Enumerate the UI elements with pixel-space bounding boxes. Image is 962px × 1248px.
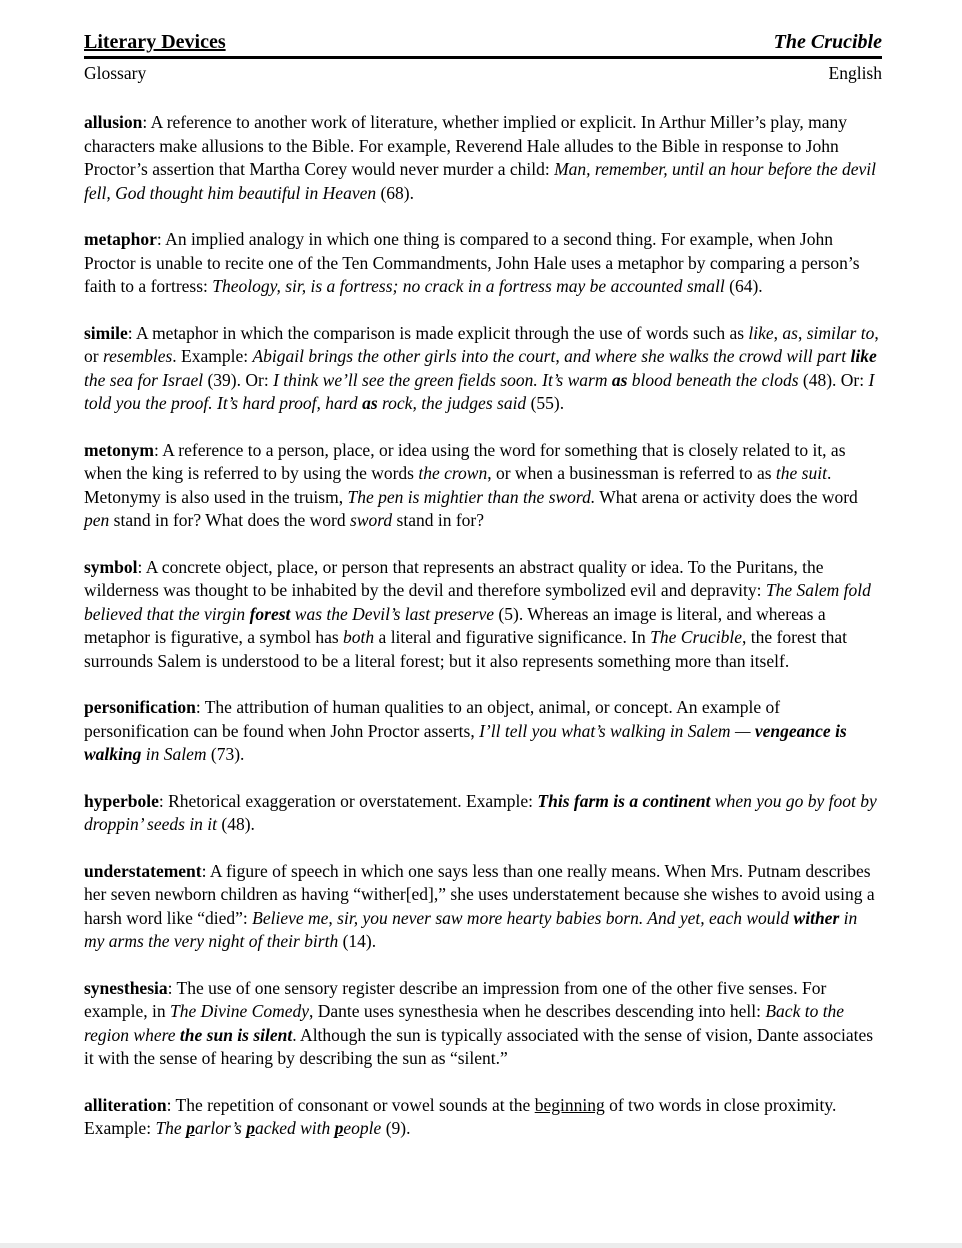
entry-text-segment: (64). — [724, 276, 763, 296]
entry-text-segment: pen — [84, 510, 110, 530]
entry-text-segment: the suit — [775, 463, 827, 483]
entry-text-segment: . Metonymy is also used in the truism, — [84, 463, 832, 507]
entry-text-segment: p — [334, 1118, 344, 1138]
glossary-entry-understatement — [84, 860, 882, 954]
entry-text-segment: (14). — [338, 931, 377, 951]
entry-text-segment: (5). Whereas an image is literal, and whereas a metaphor is figurative, a symbol has — [84, 603, 826, 647]
glossary-entry-alliteration — [84, 1094, 882, 1141]
entry-text-segment: as — [782, 322, 798, 343]
entry-text-segment: (48). Or: — [798, 369, 869, 390]
term-alliteration: alliteration — [84, 1094, 167, 1115]
glossary-entries — [84, 111, 882, 1141]
entry-text-segment: both — [343, 627, 375, 647]
entry-text-segment: , — [797, 322, 807, 343]
entry-text-segment: : A concrete object, place, or person that represents an abstract quality or idea. To the Puritans, the wilderness was thought to be inhabited by the devil and therefore symbolized evil and depravity: — [84, 556, 824, 600]
entry-text-segment: , or — [84, 322, 879, 366]
entry-text-segment: I think we’ll see the green fields soon. It’s warm — [273, 369, 612, 390]
entry-text-segment: vengeance is walking — [84, 720, 847, 764]
entry-text-segment: . Example: — [172, 346, 253, 366]
entry-text-segment: . Although the sun is typically associated with the sense of vision, Dante associates it with the sense of hearing by describing the sun as “silent.” — [84, 1024, 874, 1068]
term-synesthesia: synesthesia — [84, 977, 168, 998]
term-understatement: understatement — [84, 860, 202, 881]
entry-text-segment: forest — [249, 603, 291, 624]
entry-text-segment: , the forest that surrounds Salem is understood to be a literal forest; but it also represents something more than itself. — [84, 627, 848, 671]
entry-text-segment: p — [246, 1118, 255, 1138]
subheader-left: Glossary — [84, 63, 147, 83]
entry-text-segment: similar to — [806, 322, 875, 343]
entry-text-segment: in Salem — [141, 744, 207, 764]
entry-text-segment: of two words in close proximity. Example: — [84, 1094, 837, 1138]
entry-text-segment: beginning — [534, 1094, 605, 1115]
entry-text-segment: (48). — [217, 814, 255, 834]
entry-text-segment: resembles — [102, 346, 173, 366]
document-header — [84, 30, 882, 59]
entry-text-segment: This farm is a continent — [537, 790, 711, 811]
entry-text-segment: , or when a businessman is referred to as — [487, 463, 776, 483]
entry-text-segment: acked with — [254, 1118, 335, 1138]
entry-text-segment: as — [362, 393, 378, 413]
entry-text-segment: : A metaphor in which the comparison is made explicit through the use of words such as — [127, 322, 749, 343]
glossary-entry-personification — [84, 696, 882, 767]
entry-text-segment: was the Devil’s last preserve — [290, 603, 495, 624]
term-allusion: allusion — [84, 112, 143, 132]
entry-text-segment: like — [748, 322, 774, 343]
entry-text-segment: (39). Or: — [203, 369, 274, 390]
term-metaphor: metaphor — [84, 229, 157, 249]
glossary-entry-metonym — [84, 439, 882, 533]
glossary-entry-simile — [84, 322, 882, 416]
entry-text-segment: wither — [793, 907, 840, 928]
term-symbol: symbol — [84, 556, 138, 577]
entry-text-segment: as — [611, 369, 628, 390]
term-metonym: metonym — [84, 439, 154, 460]
entry-text-segment: arlor’s — [194, 1118, 247, 1138]
entry-text-segment: in my arms the very night of their birth — [84, 907, 858, 951]
entry-text-segment: (9). — [381, 1118, 411, 1138]
entry-text-segment: The pen is mightier than the sword. — [347, 486, 596, 507]
entry-text-segment: , — [773, 322, 783, 343]
entry-text-segment: I’ll tell you what’s walking in Salem — — [479, 720, 755, 741]
entry-text-segment: The Crucible — [650, 627, 743, 647]
glossary-entry-metaphor — [84, 228, 882, 299]
entry-text-segment: The Divine Comedy — [170, 1001, 310, 1021]
entry-text-segment: Back to the region where — [84, 1001, 845, 1045]
entry-text-segment: : A reference to another work of literature, whether implied or explicit. In Arthur Miller’s play, many characters make allusions to the Bible. For example, Reverend Hale alludes to the Bible in response to John Proctor’s assertion that Martha Corey would never murder a child: — [84, 112, 848, 179]
term-simile: simile — [84, 322, 128, 343]
entry-text-segment: What arena or activity does the word — [595, 486, 858, 507]
glossary-entry-synesthesia — [84, 977, 882, 1071]
entry-text-segment: p — [186, 1118, 195, 1138]
entry-text-segment: : An implied analogy in which one thing is compared to a second thing. For example, when John Proctor is unable to recite one of the Ten Commandments, John Hale uses a metaphor by comparing a person’s faith to a fortress: — [84, 229, 860, 296]
entry-text-segment: : Rhetorical exaggeration or overstatement. Example: — [158, 790, 538, 811]
entry-text-segment: the sun is silent — [179, 1024, 293, 1045]
entry-text-segment: blood beneath the clods — [627, 369, 799, 390]
entry-text-segment: The — [155, 1118, 187, 1138]
entry-text-segment: (73). — [206, 744, 245, 764]
entry-text-segment: (55). — [526, 393, 565, 413]
entry-text-segment: the sea for Israel — [84, 369, 204, 390]
entry-text-segment: sword — [350, 510, 393, 530]
glossary-entry-symbol — [84, 556, 882, 674]
entry-text-segment: (68). — [376, 182, 415, 203]
entry-text-segment: : The attribution of human qualities to an object, animal, or concept. An example of personification can be found when John Proctor asserts, — [84, 697, 781, 741]
entry-text-segment: I told you the proof. It’s hard proof, hard — [84, 369, 875, 413]
entry-text-segment: stand in for? — [392, 510, 485, 530]
glossary-entry-hyperbole — [84, 790, 882, 837]
page-title: Literary Devices — [84, 31, 226, 53]
entry-text-segment: eople — [343, 1118, 382, 1138]
entry-text-segment: rock, the judges said — [377, 393, 527, 413]
entry-text-segment: Man, remember, until an hour before the devil fell, God thought him beautiful in Heaven — [84, 159, 877, 203]
glossary-entry-allusion — [84, 111, 882, 205]
book-title: The Crucible — [773, 31, 882, 53]
entry-text-segment: when you go by foot by droppin’ seeds in it — [84, 790, 877, 834]
subheader-right: English — [828, 63, 882, 83]
entry-text-segment: , Dante uses synesthesia when he describes descending into hell: — [309, 1001, 766, 1021]
entry-text-segment: like — [850, 346, 877, 366]
term-hyperbole: hyperbole — [84, 790, 159, 811]
entry-text-segment: the crown — [418, 463, 488, 483]
entry-text-segment: stand in for? What does the word — [109, 510, 351, 530]
entry-text-segment: Abigail brings the other girls into the court, and where she walks the crowd will part — [252, 346, 851, 366]
document-subheader — [84, 62, 882, 85]
entry-text-segment: : The use of one sensory register describe an impression from one of the other five senses. For example, in — [84, 977, 827, 1021]
entry-text-segment: Theology, sir, is a fortress; no crack in a fortress may be accounted small — [212, 276, 725, 296]
page-bottom-edge — [0, 1243, 962, 1248]
term-personification: personification — [84, 697, 196, 717]
entry-text-segment: : The repetition of consonant or vowel sounds at the — [166, 1094, 535, 1115]
entry-text-segment: Believe me, sir, you never saw more hearty babies born. And yet, each would — [252, 907, 794, 928]
entry-text-segment: The Salem fold believed that the virgin — [84, 580, 871, 624]
entry-text-segment: a literal and figurative significance. In — [374, 627, 651, 647]
entry-text-segment: : A reference to a person, place, or idea using the word for something that is closely related to it, as when the king is referred to by using the words — [84, 439, 846, 483]
entry-text-segment: : A figure of speech in which one says less than one really means. When Mrs. Putnam describes her seven newborn children as having “wither[ed],” she uses understatement because she wishes to avoid using a harsh word like “died”: — [84, 860, 875, 928]
